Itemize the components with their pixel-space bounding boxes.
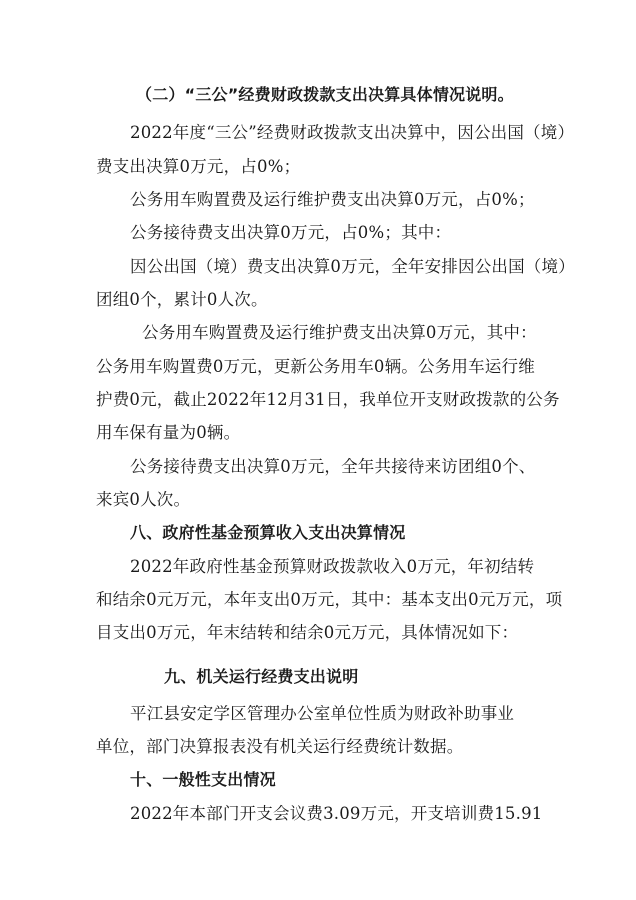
paragraph-line: 费支出决算0万元，占0%； (96, 157, 301, 176)
heading-section-9: 九、机关运行经费支出说明 (164, 667, 359, 686)
heading-section-8: 八、政府性基金预算收入支出决算情况 (130, 523, 406, 542)
paragraph-line: 和结余0元万元，本年支出0万元，其中：基本支出0元万元，项 (96, 590, 563, 609)
paragraph-line: 公务用车购置费及运行维护费支出决算0万元，占0%； (130, 190, 535, 209)
paragraph-line: 用车保有量为0辆。 (96, 423, 241, 442)
paragraph-line: 2022年政府性基金预算财政拨款收入0万元，年初结转 (130, 557, 535, 576)
paragraph-line: 2022年本部门开支会议费3.09万元，开支培训费15.91 (130, 804, 543, 823)
paragraph-line: 平江县安定学区管理办公室单位性质为财政补助事业 (130, 704, 515, 723)
sub-heading-three-public-expenses: （二）“三公”经费财政拨款支出决算具体情况说明。 (136, 85, 514, 104)
paragraph-line: 因公出国（境）费支出决算0万元，全年安排因公出国（境） (130, 257, 575, 276)
paragraph-line: 单位，部门决算报表没有机关运行经费统计数据。 (96, 737, 464, 756)
paragraph-line: 来宾0人次。 (96, 490, 191, 509)
paragraph-line: 护费0元，截止2022年12月31日，我单位开支财政拨款的公务 (96, 390, 560, 409)
paragraph-line: 公务接待费支出决算0万元，占0%；其中： (130, 223, 452, 242)
paragraph-line: 团组0个，累计0人次。 (96, 290, 268, 309)
paragraph-line: 2022年度“三公”经费财政拨款支出决算中，因公出国（境） (130, 123, 575, 142)
paragraph-line: 公务用车购置费0万元，更新公务用车0辆。公务用车运行维 (96, 357, 535, 376)
heading-section-10: 十、一般性支出情况 (130, 770, 276, 789)
paragraph-line: 公务用车购置费及运行维护费支出决算0万元，其中： (142, 323, 537, 342)
paragraph-line: 目支出0万元，年末结转和结余0元万元，具体情况如下： (96, 623, 519, 642)
paragraph-line: 公务接待费支出决算0万元，全年共接待来访团组0个、 (130, 457, 536, 476)
